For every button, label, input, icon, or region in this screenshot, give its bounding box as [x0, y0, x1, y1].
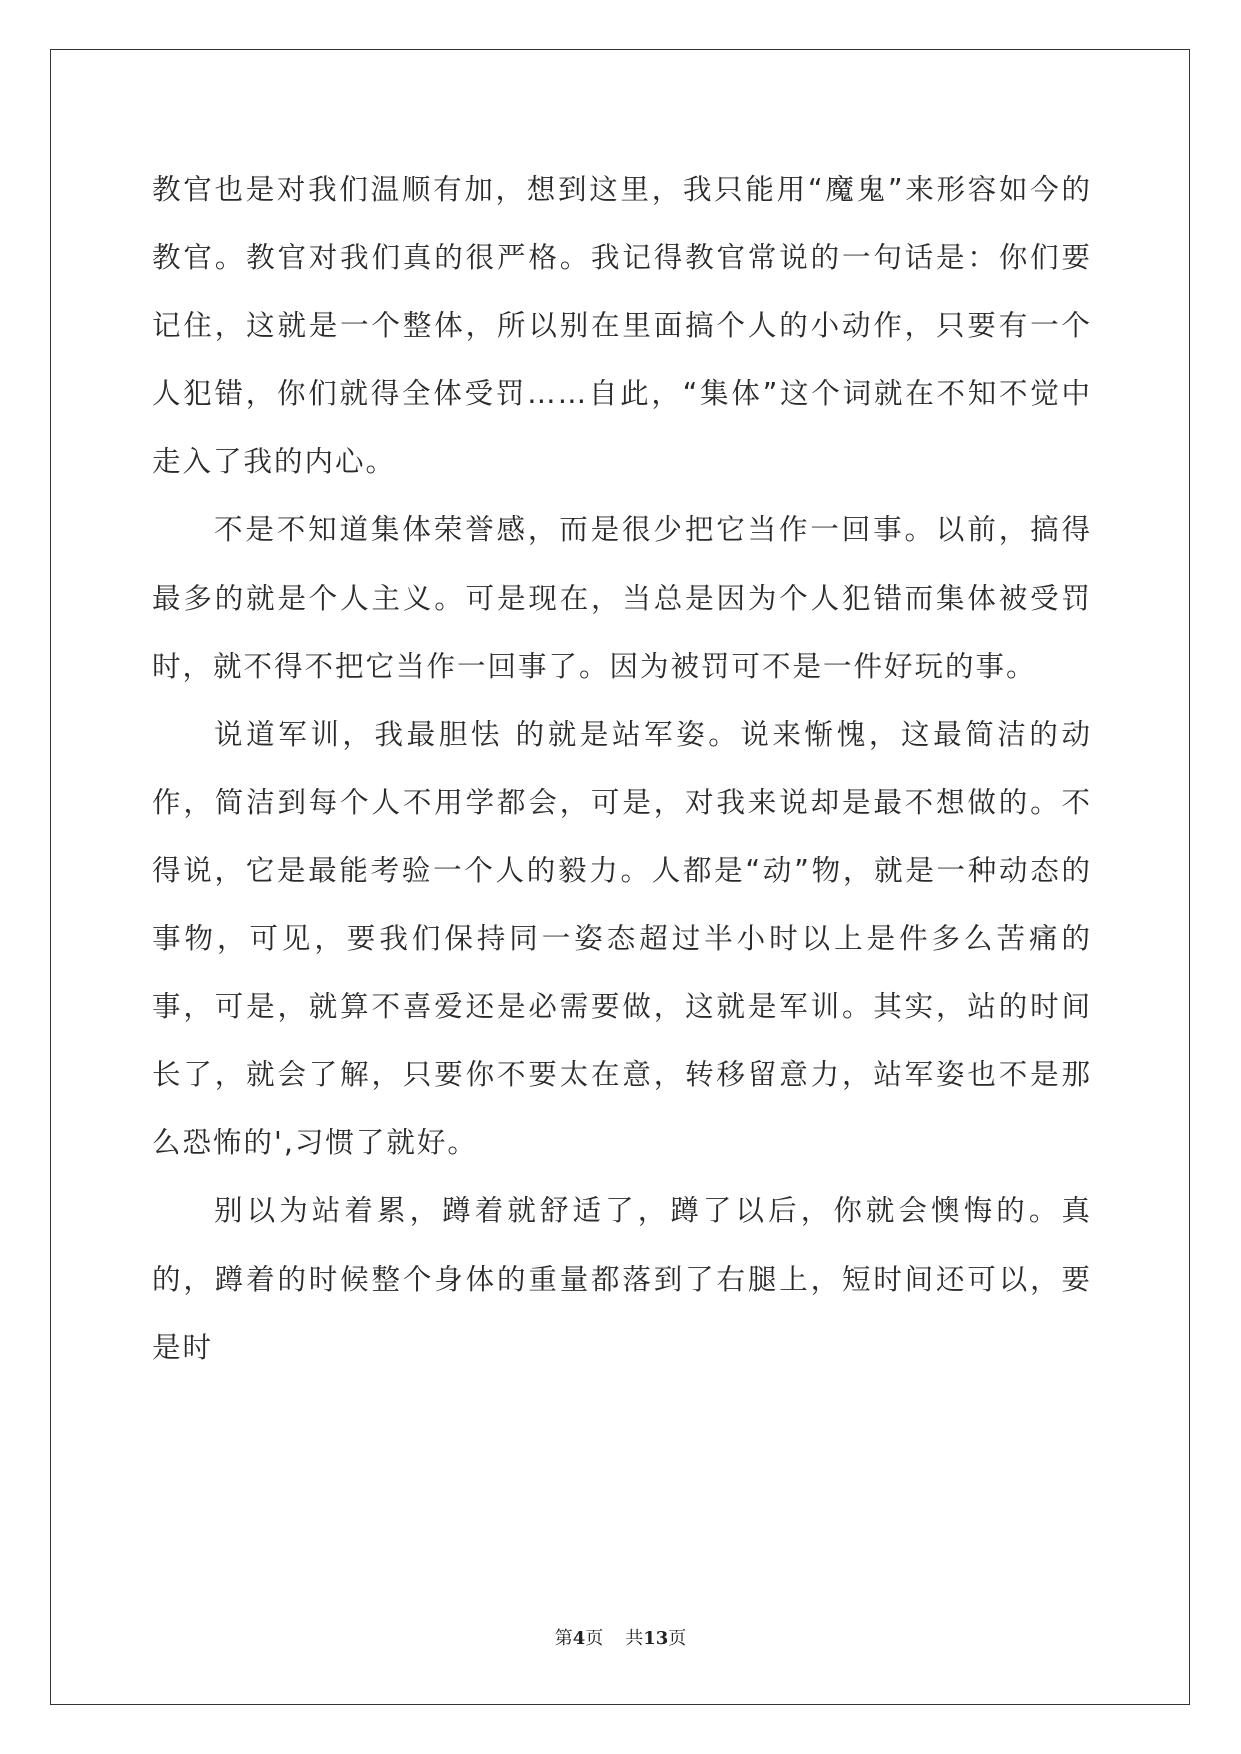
page-footer	[0, 1624, 1241, 1650]
total-suffix: 页	[668, 1628, 687, 1649]
page-number: 4	[572, 1628, 586, 1649]
paragraph-4: 别以为站着累，蹲着就舒适了，蹲了以后，你就会懊悔的。真的，蹲着的时候整个身体的重量都落到了右腿上，短时间还可以，要是时	[152, 1194, 1092, 1364]
total-pages: 13	[643, 1628, 669, 1649]
paragraph-3: 说道军训，我最胆怯 的就是站军姿。说来惭愧，这最简洁的动作，简洁到每个人不用学都会，可是，对我来说却是最不想做的。不得说，它是最能考验一个人的毅力。人都是“动”物，就是一种动态的事物，可见，要我们保持同一姿态超过半小时以上是件多么苦痛的事，可是，就算不喜爱还是必需要做，这就是军训。其实，站的时间长了，就会了解，只要你不要太在意，转移留意力，站军姿也不是那么恐怖的',习惯了就好。	[152, 717, 1092, 1160]
total-prefix: 共	[625, 1628, 644, 1649]
paragraph-2: 不是不知道集体荣誉感，而是很少把它当作一回事。以前，搞得最多的就是个人主义。可是现在，当总是因为个人犯错而集体被受罚时，就不得不把它当作一回事了。因为被罚可不是一件好玩的事。	[152, 513, 1092, 683]
page-prefix: 第	[554, 1628, 573, 1649]
document-body	[152, 156, 1092, 1382]
page-suffix: 页	[585, 1628, 604, 1649]
paragraph-1: 教官也是对我们温顺有加，想到这里，我只能用“魔鬼”来形容如今的教官。教官对我们真的很严格。我记得教官常说的一句话是：你们要记住，这就是一个整体，所以别在里面搞个人的小动作，只要有一个人犯错，你们就得全体受罚……自此，“集体”这个词就在不知不觉中走入了我的内心。	[152, 173, 1092, 479]
